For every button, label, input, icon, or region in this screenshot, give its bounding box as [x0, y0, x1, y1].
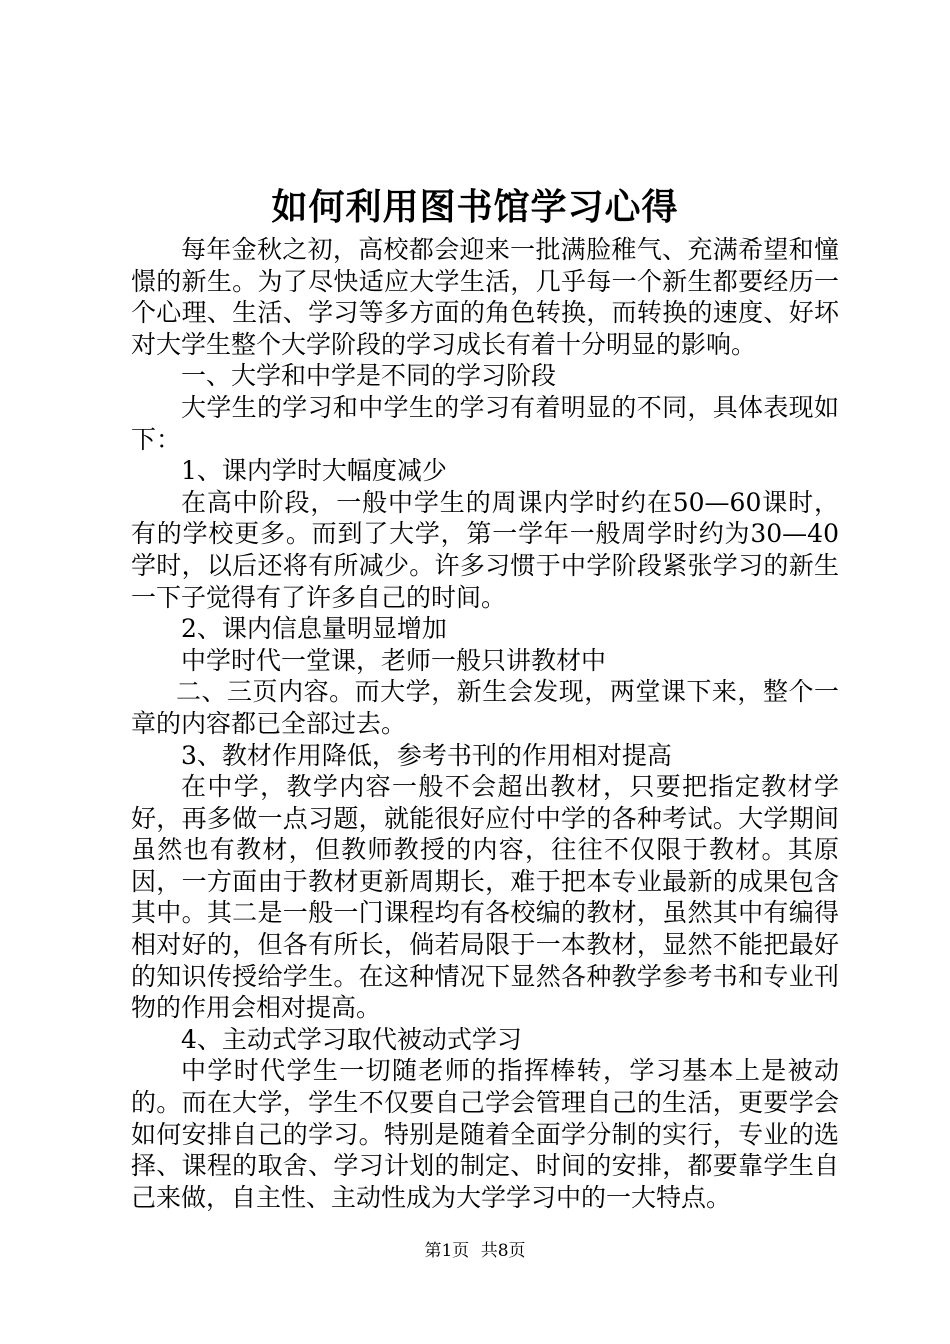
document-title: 如何利用图书馆学习心得 — [271, 186, 679, 228]
paragraph: 在中学，教学内容一般不会超出教材，只要把指定教材学好，再多做一点习题，就能很好应付中学的各种考试。大学期间虽然也有教材，但教师教授的内容，往往不仅限于教材。其原因，一方面由于教材更新周期长，难于把本专业最新的成果包含其中。其二是一般一门课程均有各校编的教材，虽然其中有编得相对好的，但各有所长，倘若局限于一本教材，显然不能把最好的知识传授给学生。在这种情况下显然各种教学参考书和专业刊物的作用会相对提高。 — [131, 772, 839, 1023]
page-total: 共8页 — [480, 1241, 526, 1261]
subsection-heading: 1、课内学时大幅度减少 — [181, 456, 447, 486]
document-body — [131, 234, 839, 1213]
paragraph: 二、三页内容。而大学，新生会发现，两堂课下来，整个一章的内容都已全部过去。 — [131, 677, 839, 738]
subsection-heading: 4、主动式学习取代被动式学习 — [181, 1024, 522, 1054]
paragraph: 中学时代一堂课，老师一般只讲教材中 — [181, 645, 607, 675]
paragraph: 中学时代学生一切随老师的指挥棒转，学习基本上是被动的。而在大学，学生不仅要自己学会管理自己的生活，更要学会如何安排自己的学习。特别是随着全面学分制的实行，专业的选择、课程的取舍、学习计划的制定、时间的安排，都要靠学生自己来做，自主性、主动性成为大学学习中的一大特点。 — [131, 1056, 839, 1212]
page-footer — [0, 1239, 950, 1263]
paragraph: 每年金秋之初，高校都会迎来一批满脸稚气、充满希望和憧憬的新生。为了尽快适应大学生活，几乎每一个新生都要经历一个心理、生活、学习等多方面的角色转换，而转换的速度、好坏对大学生整个大学阶段的学习成长有着十分明显的影响。 — [131, 235, 839, 359]
page-number: 第1页 — [424, 1241, 470, 1261]
paragraph: 大学生的学习和中学生的学习有着明显的不同，具体表现如下： — [131, 392, 839, 454]
section-heading: 一、大学和中学是不同的学习阶段 — [181, 361, 557, 391]
paragraph: 在高中阶段，一般中学生的周课内学时约在50—60课时，有的学校更多。而到了大学，第一学年一般周学时约为30—40学时，以后还将有所减少。许多习惯于中学阶段紧张学习的新生一下子觉得有了许多自己的时间。 — [131, 487, 840, 612]
subsection-heading: 2、课内信息量明显增加 — [181, 614, 447, 644]
subsection-heading: 3、教材作用降低，参考书刊的作用相对提高 — [181, 740, 672, 770]
